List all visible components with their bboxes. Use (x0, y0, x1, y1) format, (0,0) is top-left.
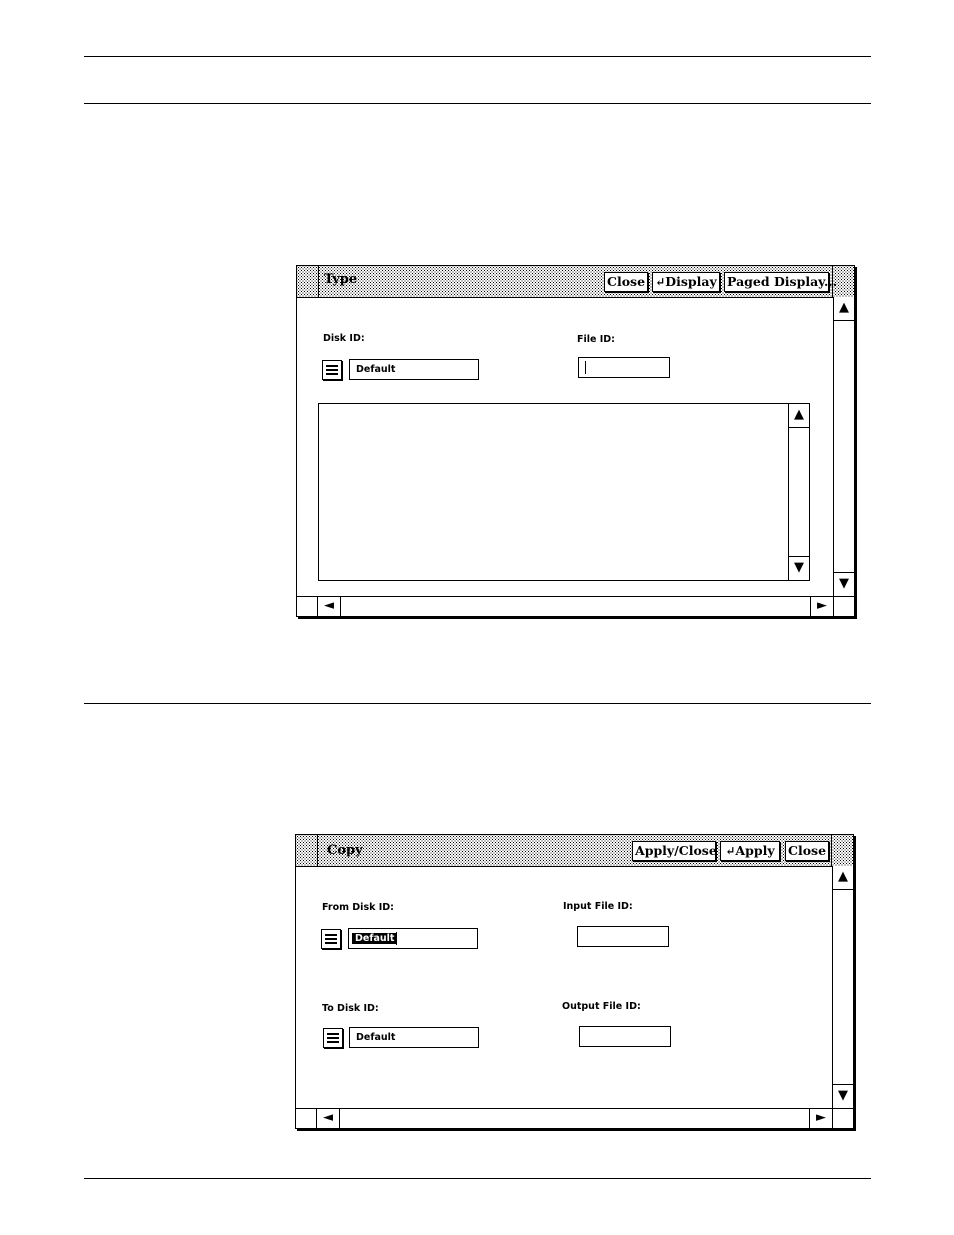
menu-icon[interactable] (321, 929, 341, 949)
titlebar-corner-left (296, 835, 318, 866)
file-id-label: File ID: (577, 334, 615, 345)
to-disk-id-field[interactable]: Default (349, 1027, 479, 1048)
paged-display-button[interactable]: Paged Display... (724, 272, 829, 292)
close-button[interactable]: Close (604, 272, 648, 292)
window-horizontal-scrollbar[interactable] (297, 596, 854, 616)
type-window-title: Type (324, 272, 358, 287)
scroll-corner-left (297, 597, 318, 616)
output-file-id-label: Output File ID: (562, 1001, 641, 1012)
list-vertical-scrollbar[interactable] (788, 404, 809, 580)
input-file-id-label: Input File ID: (563, 901, 633, 912)
menu-icon[interactable] (323, 1028, 343, 1048)
disk-id-label: Disk ID: (323, 333, 365, 344)
enter-icon: ↵ (725, 844, 736, 858)
to-disk-id-label: To Disk ID: (322, 1003, 379, 1014)
text-cursor (396, 932, 397, 945)
display-button[interactable]: ↵Display (652, 272, 720, 292)
window-vertical-scrollbar[interactable] (833, 297, 854, 596)
scroll-corner-right (832, 1109, 853, 1128)
titlebar-corner-left (297, 266, 319, 297)
window-horizontal-scrollbar[interactable] (296, 1108, 853, 1128)
window-vertical-scrollbar[interactable] (832, 866, 853, 1108)
section-rule (84, 703, 871, 704)
apply-close-button[interactable]: Apply/Close (632, 841, 716, 861)
scroll-down-icon[interactable]: ▼ (789, 556, 809, 580)
file-id-field[interactable] (578, 357, 670, 378)
header-rule-top (84, 56, 871, 57)
output-file-id-field[interactable] (579, 1026, 671, 1047)
selected-text: Default (352, 933, 397, 944)
scroll-corner-left (296, 1109, 317, 1128)
enter-icon: ↵ (655, 275, 666, 289)
scroll-up-icon[interactable]: ▲ (833, 866, 853, 890)
menu-icon[interactable] (322, 360, 342, 380)
from-disk-id-label: From Disk ID: (322, 902, 394, 913)
from-disk-id-field[interactable] (348, 928, 478, 949)
copy-titlebar[interactable] (296, 835, 853, 867)
disk-id-field[interactable]: Default (349, 359, 479, 380)
scroll-down-icon[interactable]: ▼ (834, 572, 854, 596)
scroll-right-icon[interactable]: ► (810, 597, 833, 616)
apply-button[interactable]: ↵Apply (720, 841, 780, 861)
copy-window-title: Copy (327, 843, 363, 858)
scroll-right-icon[interactable]: ► (809, 1109, 832, 1128)
scroll-corner-right (833, 597, 854, 616)
output-list[interactable] (318, 403, 810, 581)
text-cursor (585, 361, 586, 374)
scroll-up-icon[interactable]: ▲ (834, 297, 854, 321)
scroll-up-icon[interactable]: ▲ (789, 404, 809, 428)
type-window (296, 265, 855, 617)
input-file-id-field[interactable] (577, 926, 669, 947)
scroll-down-icon[interactable]: ▼ (833, 1084, 853, 1108)
copy-window (295, 834, 854, 1129)
scroll-left-icon[interactable]: ◄ (317, 1109, 340, 1128)
footer-rule (84, 1178, 871, 1179)
close-button[interactable]: Close (785, 841, 829, 861)
titlebar-corner-right (831, 835, 853, 866)
header-rule-bottom (84, 103, 871, 104)
scroll-left-icon[interactable]: ◄ (318, 597, 341, 616)
type-titlebar[interactable] (297, 266, 854, 298)
